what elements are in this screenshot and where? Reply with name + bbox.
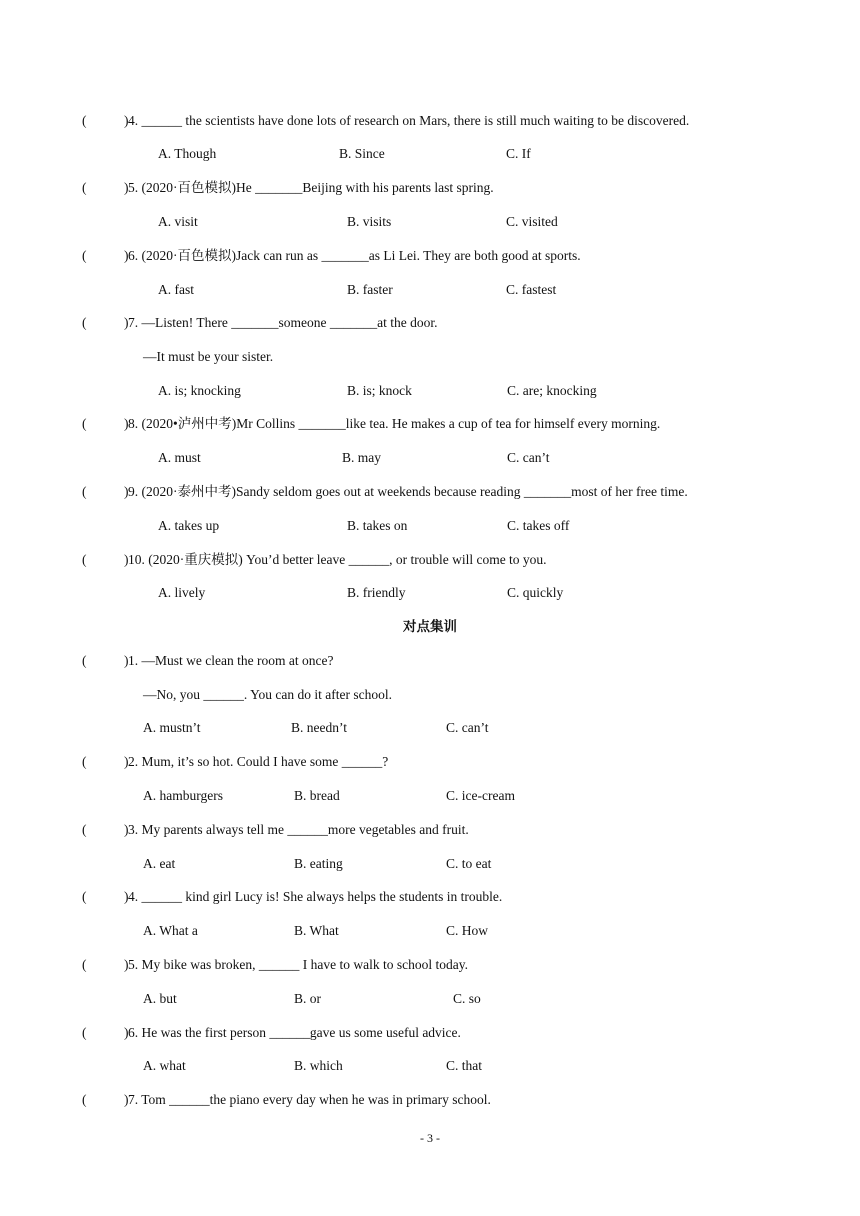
option-a: A. Though <box>158 146 217 161</box>
option-b: B. which <box>294 1058 343 1073</box>
question-stem: 5. My bike was broken, ______ I have to walk to school today. <box>128 957 468 972</box>
question-a6 <box>0 246 860 266</box>
answer-paren-close: ) <box>124 484 129 499</box>
option-b: B. visits <box>347 214 392 229</box>
option-c: C. How <box>446 923 489 938</box>
answer-paren-open: ( <box>82 113 87 128</box>
option-b: B. is; knock <box>347 383 412 398</box>
question-stem: 4. ______ kind girl Lucy is! She always helps the students in trouble. <box>128 889 503 904</box>
options-b2 <box>0 786 860 806</box>
question-b2 <box>0 752 860 772</box>
option-a: A. must <box>158 450 201 465</box>
option-b: B. Since <box>339 146 385 161</box>
answer-paren-close: ) <box>124 754 129 769</box>
dialogue-reply: —No, you ______. You can do it after school. <box>143 687 392 702</box>
option-a: A. takes up <box>158 518 220 533</box>
options-a9 <box>0 516 860 536</box>
option-a: A. hamburgers <box>143 788 223 803</box>
option-a: A. mustn’t <box>143 720 201 735</box>
option-b: B. eating <box>294 856 343 871</box>
question-a5 <box>0 178 860 198</box>
options-a10 <box>0 583 860 603</box>
option-b: B. may <box>342 450 381 465</box>
answer-paren-open: ( <box>82 1092 87 1107</box>
answer-paren-close: ) <box>124 822 129 837</box>
option-c: C. fastest <box>506 282 557 297</box>
answer-paren-close: ) <box>124 315 129 330</box>
option-a: A. is; knocking <box>158 383 241 398</box>
question-a8 <box>0 414 860 434</box>
option-b: B. needn’t <box>291 720 347 735</box>
options-b1 <box>0 718 860 738</box>
question-stem: 6. He was the first person ______gave us some useful advice. <box>128 1025 461 1040</box>
answer-paren-open: ( <box>82 822 87 837</box>
answer-paren-open: ( <box>82 754 87 769</box>
option-b: B. takes on <box>347 518 408 533</box>
answer-paren-close: ) <box>124 248 129 263</box>
question-b6 <box>0 1023 860 1043</box>
answer-paren-open: ( <box>82 315 87 330</box>
question-stem: 10. (2020·重庆模拟) You’d better leave ______, or trouble will come to you. <box>128 552 547 567</box>
question-stem: 7. Tom ______the piano every day when he was in primary school. <box>128 1092 491 1107</box>
answer-paren-open: ( <box>82 552 87 567</box>
options-b6 <box>0 1056 860 1076</box>
dialogue-reply: —It must be your sister. <box>143 349 274 364</box>
question-stem: 5. (2020·百色模拟)He _______Beijing with his parents last spring. <box>128 180 494 195</box>
question-a7-reply <box>0 347 860 367</box>
answer-paren-open: ( <box>82 957 87 972</box>
options-b3 <box>0 854 860 874</box>
option-b: B. What <box>294 923 339 938</box>
answer-paren-close: ) <box>124 653 129 668</box>
question-stem: 3. My parents always tell me ______more vegetables and fruit. <box>128 822 469 837</box>
option-b: B. faster <box>347 282 393 297</box>
option-a: A. but <box>143 991 177 1006</box>
question-b4 <box>0 887 860 907</box>
question-stem: 4. ______ the scientists have done lots of research on Mars, there is still much waiting to be discovered. <box>128 113 690 128</box>
answer-paren-close: ) <box>124 552 129 567</box>
option-a: A. fast <box>158 282 194 297</box>
option-c: C. so <box>453 991 481 1006</box>
question-a9 <box>0 482 860 502</box>
option-c: C. can’t <box>507 450 550 465</box>
answer-paren-open: ( <box>82 1025 87 1040</box>
answer-paren-open: ( <box>82 248 87 263</box>
options-b4 <box>0 921 860 941</box>
answer-paren-open: ( <box>82 180 87 195</box>
options-a6 <box>0 280 860 300</box>
question-stem: 6. (2020·百色模拟)Jack can run as _______as Li Lei. They are both good at sports. <box>128 248 581 263</box>
answer-paren-open: ( <box>82 416 87 431</box>
question-b1 <box>0 651 860 671</box>
option-b: B. friendly <box>347 585 406 600</box>
question-a4 <box>0 111 860 131</box>
option-a: A. lively <box>158 585 206 600</box>
option-a: A. what <box>143 1058 186 1073</box>
option-a: A. eat <box>143 856 176 871</box>
question-b5 <box>0 955 860 975</box>
options-a4 <box>0 144 860 164</box>
question-stem: 1. —Must we clean the room at once? <box>128 653 334 668</box>
option-a: A. What a <box>143 923 198 938</box>
answer-paren-open: ( <box>82 653 87 668</box>
option-c: C. are; knocking <box>507 383 597 398</box>
option-b: B. bread <box>294 788 340 803</box>
answer-paren-close: ) <box>124 1025 129 1040</box>
option-c: C. quickly <box>507 585 564 600</box>
option-c: C. If <box>506 146 531 161</box>
options-b5 <box>0 989 860 1009</box>
answer-paren-close: ) <box>124 113 129 128</box>
question-stem: 9. (2020·泰州中考)Sandy seldom goes out at weekends because reading _______most of her free time. <box>128 484 688 499</box>
options-a7 <box>0 381 860 401</box>
section-title: 对点集训 <box>403 619 457 634</box>
page-number: - 3 - <box>420 1131 440 1145</box>
options-a5 <box>0 212 860 232</box>
answer-paren-close: ) <box>124 1092 129 1107</box>
question-a10 <box>0 550 860 570</box>
option-c: C. to eat <box>446 856 492 871</box>
option-c: C. ice-cream <box>446 788 515 803</box>
question-stem: 2. Mum, it’s so hot. Could I have some ______? <box>128 754 389 769</box>
answer-paren-close: ) <box>124 889 129 904</box>
answer-paren-close: ) <box>124 957 129 972</box>
question-b7 <box>0 1090 860 1110</box>
question-b3 <box>0 820 860 840</box>
option-a: A. visit <box>158 214 198 229</box>
question-stem: 8. (2020•泸州中考)Mr Collins _______like tea. He makes a cup of tea for himself every morning. <box>128 416 661 431</box>
answer-paren-open: ( <box>82 484 87 499</box>
options-a8 <box>0 448 860 468</box>
answer-paren-open: ( <box>82 889 87 904</box>
answer-paren-close: ) <box>124 416 129 431</box>
option-c: C. that <box>446 1058 482 1073</box>
question-stem: 7. —Listen! There _______someone _______at the door. <box>128 315 438 330</box>
answer-paren-close: ) <box>124 180 129 195</box>
question-b1-reply <box>0 685 860 705</box>
option-c: C. visited <box>506 214 558 229</box>
option-c: C. can’t <box>446 720 489 735</box>
question-a7 <box>0 313 860 333</box>
option-b: B. or <box>294 991 321 1006</box>
option-c: C. takes off <box>507 518 570 533</box>
